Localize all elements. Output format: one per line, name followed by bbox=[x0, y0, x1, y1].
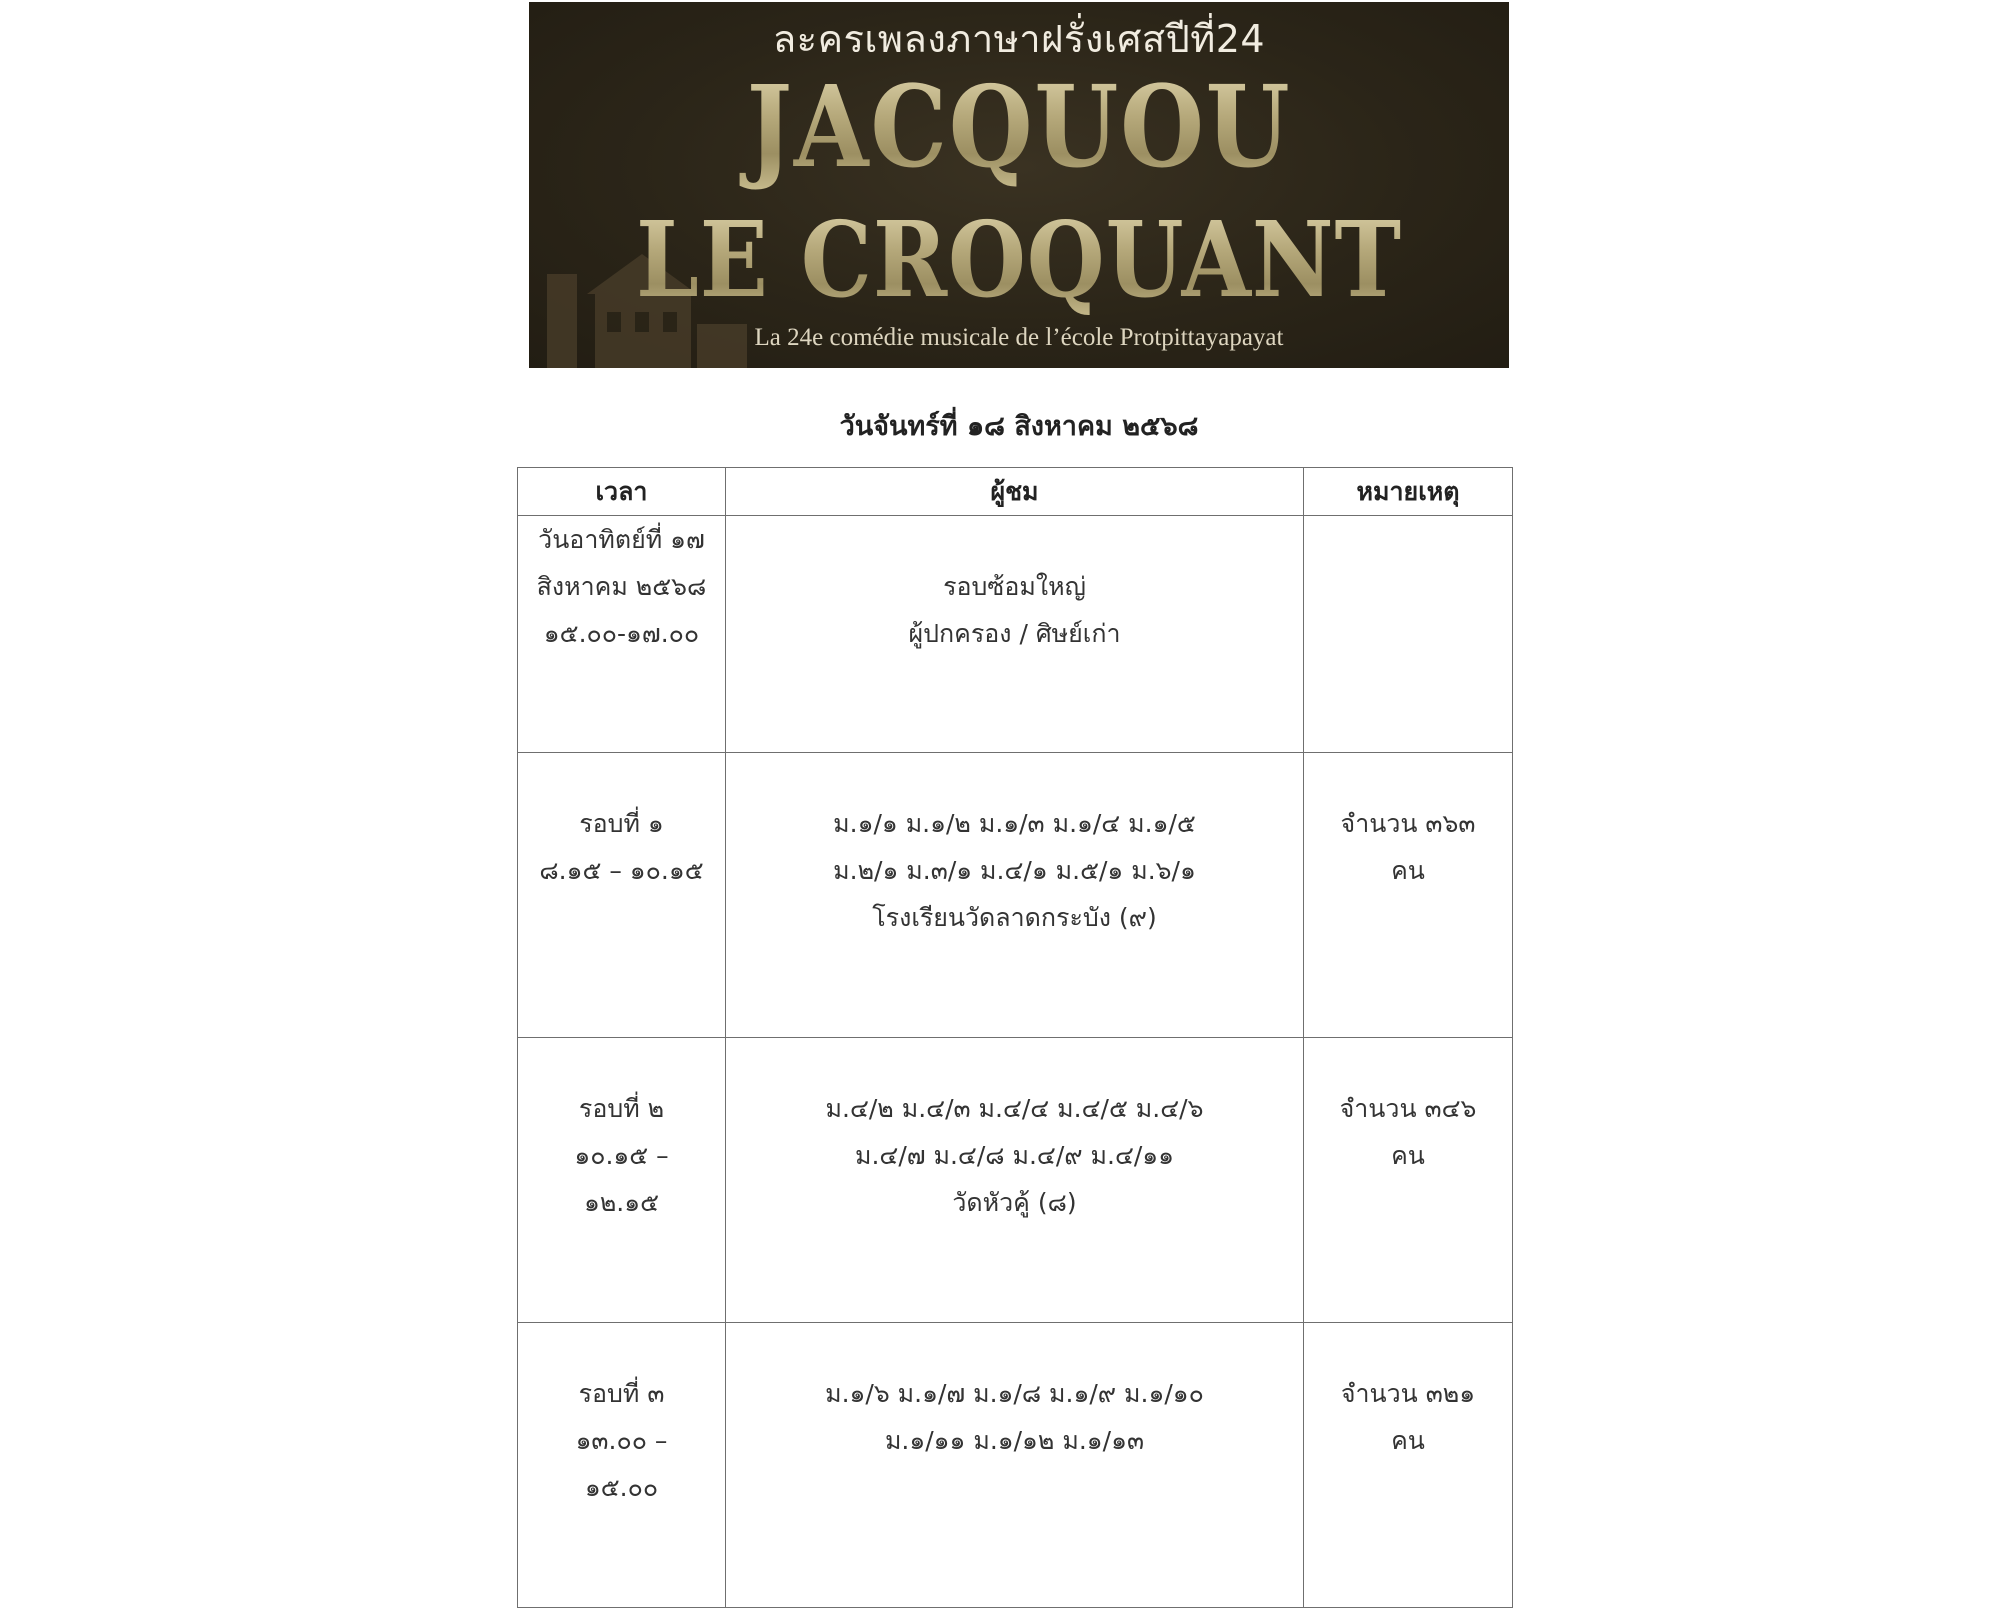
schedule-table bbox=[517, 467, 1513, 1608]
audience-line: ม.๒/๑ ม.๓/๑ ม.๔/๑ ม.๕/๑ ม.๖/๑ bbox=[833, 856, 1196, 885]
time-line: รอบที่ ๓ bbox=[578, 1379, 665, 1408]
show-banner bbox=[529, 2, 1509, 368]
time-cell bbox=[518, 1323, 726, 1608]
header-time: เวลา bbox=[518, 468, 726, 516]
banner-title-line1: JACQUOU bbox=[598, 62, 1441, 193]
banner-title-line2: LE CROQUANT bbox=[598, 198, 1441, 321]
time-line: รอบที่ ๒ bbox=[578, 1094, 665, 1123]
notes-cell bbox=[1304, 753, 1513, 1038]
time-line: ๑๕.๐๐ bbox=[584, 1473, 659, 1502]
audience-cell bbox=[726, 516, 1304, 753]
audience-cell bbox=[726, 753, 1304, 1038]
notes-line: จำนวน ๓๖๓ bbox=[1340, 809, 1476, 838]
notes-line: จำนวน ๓๒๑ bbox=[1340, 1379, 1476, 1408]
table-row bbox=[518, 516, 1513, 753]
banner-subtitle: ละครเพลงภาษาฝรั่งเศสปีที่24 bbox=[772, 17, 1266, 61]
notes-cell bbox=[1304, 1323, 1513, 1608]
header-notes: หมายเหตุ bbox=[1304, 468, 1513, 516]
time-cell bbox=[518, 1038, 726, 1323]
audience-line: ม.๑/๑๑ ม.๑/๑๒ ม.๑/๑๓ bbox=[884, 1426, 1145, 1455]
time-cell bbox=[518, 753, 726, 1038]
audience-line bbox=[732, 1464, 1297, 1511]
time-line: ๑๕.๐๐-๑๗.๐๐ bbox=[543, 619, 700, 648]
time-line: ๘.๑๕ – ๑๐.๑๕ bbox=[539, 856, 704, 885]
time-cell bbox=[518, 516, 726, 753]
notes-cell bbox=[1304, 1038, 1513, 1323]
time-line bbox=[524, 894, 719, 941]
time-line: วันอาทิตย์ที่ ๑๗ bbox=[538, 525, 705, 554]
time-line: ๑๐.๑๕ – bbox=[574, 1141, 669, 1170]
audience-line: ม.๔/๗ ม.๔/๘ ม.๔/๙ ม.๔/๑๑ bbox=[854, 1141, 1175, 1170]
banner-tagline: La 24e comédie musicale de l’école Protpittayapayat bbox=[754, 324, 1284, 351]
audience-line: รอบซ้อมใหญ่ bbox=[943, 572, 1086, 601]
notes-line: คน bbox=[1391, 856, 1425, 885]
audience-line: ม.๑/๑ ม.๑/๒ ม.๑/๓ ม.๑/๔ ม.๑/๕ bbox=[833, 809, 1196, 838]
notes-line: คน bbox=[1391, 1141, 1425, 1170]
audience-cell bbox=[726, 1323, 1304, 1608]
audience-line: ม.๔/๒ ม.๔/๓ ม.๔/๔ ม.๔/๕ ม.๔/๖ bbox=[825, 1094, 1204, 1123]
table-row bbox=[518, 753, 1513, 1038]
header-audience: ผู้ชม bbox=[726, 468, 1304, 516]
audience-line: วัดหัวคู้ (๘) bbox=[952, 1188, 1077, 1217]
table-row bbox=[518, 1323, 1513, 1608]
time-line: ๑๒.๑๕ bbox=[583, 1188, 660, 1217]
audience-line: ม.๑/๖ ม.๑/๗ ม.๑/๘ ม.๑/๙ ม.๑/๑๐ bbox=[825, 1379, 1204, 1408]
notes-line: จำนวน ๓๔๖ bbox=[1339, 1094, 1477, 1123]
table-header-row bbox=[518, 468, 1513, 516]
time-line: รอบที่ ๑ bbox=[579, 809, 664, 838]
notes-line bbox=[1310, 563, 1506, 610]
time-line: สิงหาคม ๒๕๖๘ bbox=[536, 572, 707, 601]
audience-line: ผู้ปกครอง / ศิษย์เก่า bbox=[908, 619, 1121, 648]
notes-line: คน bbox=[1391, 1426, 1425, 1455]
notes-cell bbox=[1304, 516, 1513, 753]
audience-line: โรงเรียนวัดลาดกระบัง (๙) bbox=[872, 903, 1157, 932]
time-line: ๑๓.๐๐ – bbox=[575, 1426, 668, 1455]
audience-cell bbox=[726, 1038, 1304, 1323]
date-heading: วันจันทร์ที่ ๑๘ สิงหาคม ๒๕๖๘ bbox=[839, 411, 1199, 442]
notes-line bbox=[1310, 516, 1506, 563]
table-row bbox=[518, 1038, 1513, 1323]
